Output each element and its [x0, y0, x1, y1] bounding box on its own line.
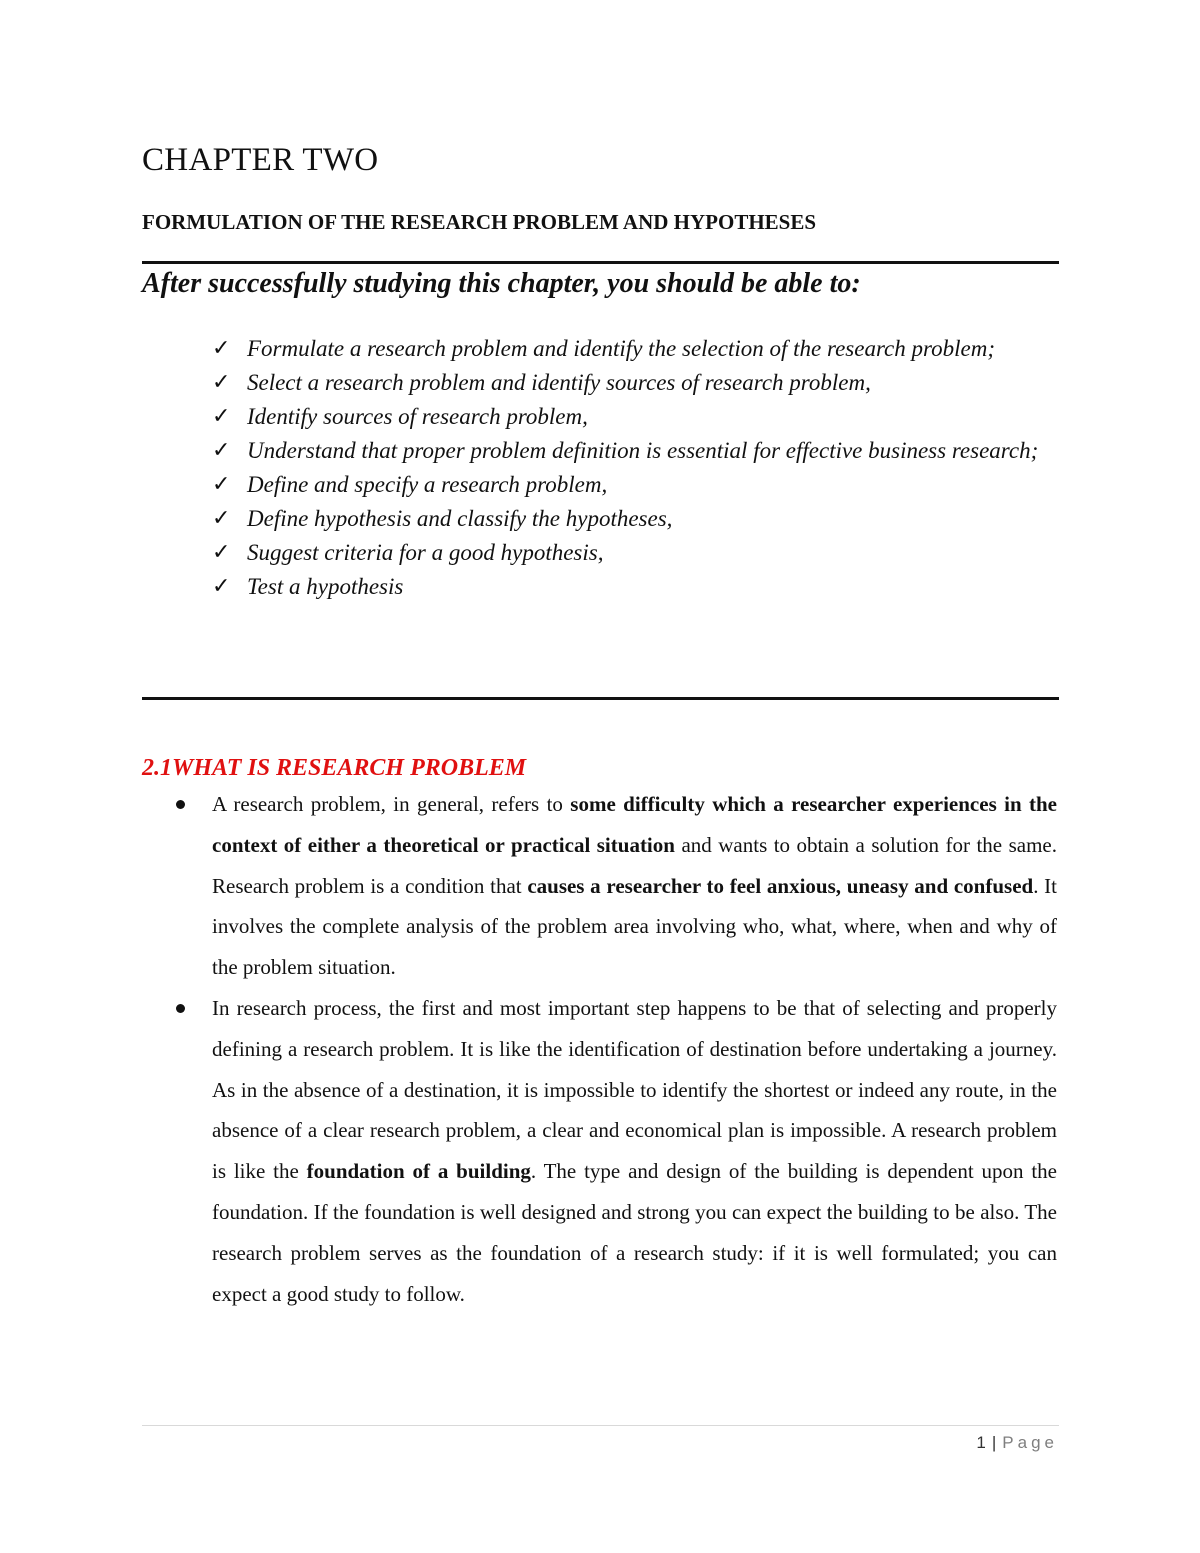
- objective-item: ✓ Select a research problem and identify sources of research problem,: [212, 366, 1057, 400]
- objectives-list: [212, 332, 1057, 604]
- emphasis-text: some difficulty which a researcher experiences in the context of either a theoretical or practical situation: [212, 792, 1057, 857]
- check-icon: ✓: [212, 336, 231, 361]
- page-footer: [976, 1433, 1058, 1453]
- check-icon: ✓: [212, 540, 231, 565]
- check-icon: ✓: [212, 370, 231, 395]
- page-label: Page: [1002, 1433, 1058, 1452]
- bottom-divider: [142, 697, 1059, 700]
- objective-item: ✓ Formulate a research problem and identify the selection of the research problem;: [212, 332, 1057, 366]
- objective-item: ✓ Define and specify a research problem,: [212, 468, 1057, 502]
- section-bullets: [212, 784, 1057, 1314]
- footer-separator: |: [991, 1433, 997, 1452]
- objective-item: ✓ Understand that proper problem definition is essential for effective business research;: [212, 434, 1057, 468]
- chapter-subtitle: FORMULATION OF THE RESEARCH PROBLEM AND HYPOTHESES: [142, 210, 817, 234]
- emphasis-text: causes a researcher to feel anxious, uneasy and confused: [527, 873, 1034, 898]
- objective-item: ✓ Identify sources of research problem,: [212, 400, 1057, 434]
- check-icon: ✓: [212, 506, 231, 531]
- top-divider: [142, 261, 1059, 264]
- objective-item: ✓ Suggest criteria for a good hypothesis,: [212, 536, 1057, 570]
- paragraph-bullet: A research problem, in general, refers to some difficulty which a researcher experiences in the context of either a theoretical or practical situation and wants to obtain a solution for the same. Research problem is a condition that causes a researcher to feel anxious, uneasy and confused. It involves the complete analysis of the problem area involving who, what, where, when and why of the problem situation.: [212, 784, 1057, 988]
- page-number: 1: [976, 1433, 986, 1452]
- check-icon: ✓: [212, 472, 231, 497]
- objectives-heading: After successfully studying this chapter, you should be able to:: [142, 268, 861, 299]
- objective-item: ✓ Define hypothesis and classify the hypotheses,: [212, 502, 1057, 536]
- footer-divider: [142, 1425, 1059, 1426]
- bullet-dot-icon: [176, 800, 185, 809]
- bullet-dot-icon: [176, 1004, 185, 1013]
- objective-item: ✓ Test a hypothesis: [212, 570, 1057, 604]
- check-icon: ✓: [212, 438, 231, 463]
- check-icon: ✓: [212, 404, 231, 429]
- check-icon: ✓: [212, 574, 231, 599]
- chapter-title: CHAPTER TWO: [142, 142, 379, 178]
- section-heading: 2.1WHAT IS RESEARCH PROBLEM: [142, 755, 527, 781]
- emphasis-text: foundation of a building: [306, 1159, 531, 1184]
- paragraph-bullet: In research process, the first and most important step happens to be that of selecting and properly defining a research problem. It is like the identification of destination before undertaking a journey. As in the absence of a destination, it is impossible to identify the shortest or indeed any route, in the absence of a clear research problem, a clear and economical plan is impossible. A research problem is like the foundation of a building. The type and design of the building is dependent upon the foundation. If the foundation is well designed and strong you can expect the building to be also. The research problem serves as the foundation of a research study: if it is well formulated; you can expect a good study to follow.: [212, 988, 1057, 1314]
